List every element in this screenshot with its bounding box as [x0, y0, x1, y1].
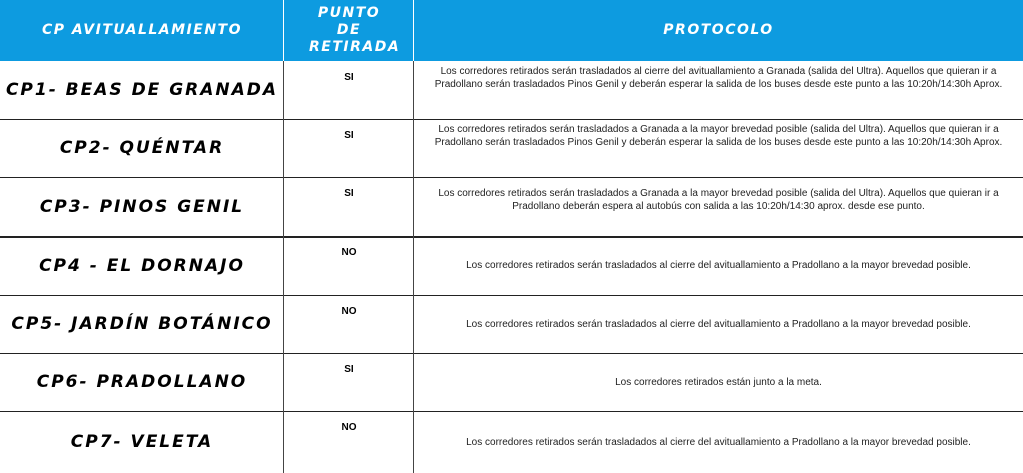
table-row [0, 119, 1023, 177]
header-divider [283, 0, 284, 61]
cp-name: CP7- VELETA [70, 432, 214, 452]
protocolo-text: Los corredores retirados serán trasladados al cierre del avituallamiento a Pradollano a la mayor brevedad posible. [466, 436, 971, 448]
protocolo-text: Los corredores retirados serán trasladados al cierre del avituallamiento a Pradollano a la mayor brevedad posible. [466, 260, 971, 271]
cp-name: CP2- QUÉNTAR [59, 138, 225, 158]
punto-retirada: SI [344, 188, 354, 199]
header-cp [0, 0, 284, 61]
row-divider [0, 353, 1023, 354]
table-row [0, 236, 1023, 295]
cp-name: CP5- JARDÍN BOTÁNICO [11, 314, 273, 334]
row-divider [0, 295, 1023, 296]
cp-name: CP4 - EL DORNAJO [39, 255, 245, 276]
punto-retirada: NO [341, 422, 357, 433]
table-row [0, 61, 1023, 119]
header-protocolo [414, 0, 1023, 61]
punto-retirada: SI [344, 130, 354, 141]
header-punto [284, 0, 414, 61]
column-divider [283, 61, 284, 473]
punto-retirada: NO [341, 247, 357, 258]
table-row [0, 353, 1023, 411]
cp-name: CP3- PINOS GENIL [39, 196, 245, 217]
cp-name: CP1- BEAS DE GRANADA [5, 80, 279, 100]
row-divider [0, 177, 1023, 178]
table-row [0, 295, 1023, 353]
punto-retirada: NO [341, 306, 357, 317]
punto-retirada: SI [344, 364, 354, 375]
row-divider [0, 236, 1023, 238]
header-cp-label: CP AVITUALLAMIENTO [41, 22, 242, 38]
protocolo-text: Los corredores retirados serán trasladados a Granada a la mayor brevedad posible (salida del Ultra). Aquellos que quieran ir a Pradollano deberán espera al autobús con salida a las 10:20h/14:30 aprox. desde ese punto. [438, 188, 999, 212]
header-punto-label: PUNTO DE RETIRADA [309, 5, 401, 55]
header-protocolo-label: PROTOCOLO [663, 22, 774, 38]
column-divider [413, 61, 414, 473]
punto-retirada: SI [344, 72, 354, 83]
cp-name: CP6- PRADOLLANO [36, 372, 248, 392]
row-divider [0, 411, 1023, 412]
protocolo-text: Los corredores retirados serán trasladados al cierre del avituallamiento a Granada (salida del Ultra). Aquellos que quieran ir a Pradollano serán trasladados Pinos Genil y deberán esperar la salida de los buses desde este punto a las 10:20h/14:30h Aprox. [434, 66, 1003, 90]
protocolo-text: Los corredores retirados están junto a la meta. [615, 376, 822, 388]
header-divider [413, 0, 414, 61]
row-divider [0, 119, 1023, 120]
table-row [0, 411, 1023, 473]
protocolo-text: Los corredores retirados serán trasladados al cierre del avituallamiento a Pradollano a la mayor brevedad posible. [466, 318, 971, 330]
table-row [0, 177, 1023, 236]
protocolo-text: Los corredores retirados serán trasladados a Granada a la mayor brevedad posible (salida del Ultra). Aquellos que quieran ir a Pradollano serán trasladados Pinos Genil y deberán esperar la salida de los buses desde este punto a las 10:20h/14:30h Aprox. [434, 124, 1003, 148]
